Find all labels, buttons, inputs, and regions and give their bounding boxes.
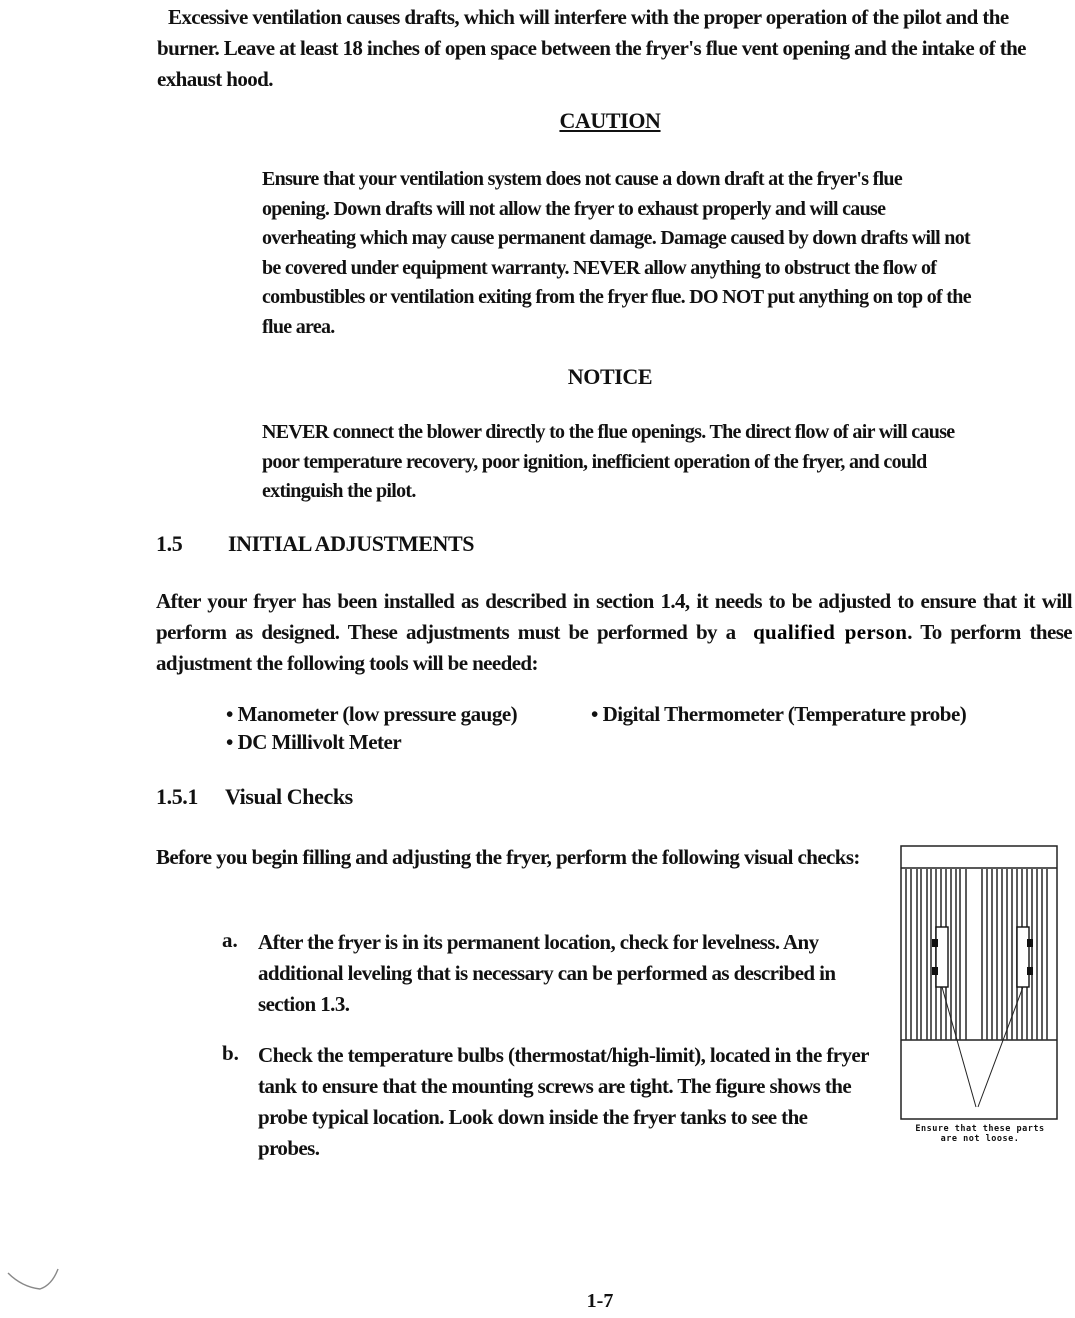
notice-heading: NOTICE [567, 364, 653, 389]
tool-item-millivolt-meter: • DC Millivolt Meter [226, 730, 402, 754]
section-body [156, 586, 1072, 679]
figure-caption [880, 1124, 1075, 1144]
figure-caption-line-2: are not loose. [940, 1134, 1020, 1144]
tool-item-thermometer: • Digital Thermometer (Temperature probe) [591, 702, 967, 726]
tool-item-manometer: • Manometer (low pressure gauge) [226, 702, 518, 726]
item-a-letter: a. [222, 928, 238, 952]
figure-caption-line-1: Ensure that these parts [915, 1124, 1045, 1134]
item-b-letter: b. [222, 1041, 239, 1065]
section-body-start: After your fryer has been installed as described in section 1.4, it needs to be adjusted to ensure that it will perform as designed. These adjustments must be performed by a [156, 589, 1072, 644]
section-body-end: . To perform these adjustment the following tools will be needed: [156, 620, 1072, 675]
qualified-person-emphasis: qualified person [753, 620, 908, 644]
subsection-intro: Before you begin filling and adjusting the fryer, perform the following visual checks: [156, 845, 860, 869]
item-a-text: After the fryer is in its permanent location, check for levelness. Any additional leveling that is necessary can be performed as described in section 1.3. [258, 930, 836, 1016]
subsection-number: 1.5.1 [156, 784, 199, 809]
item-b-text: Check the temperature bulbs (thermostat/high-limit), located in the fryer tank to ensure that the mounting screws are tight. The figure shows the probe typical location. Look down inside the fryer tanks to see the probes. [258, 1043, 869, 1160]
scan-mark [0, 1255, 70, 1305]
section-number: 1.5 [156, 531, 183, 556]
caution-heading: CAUTION [559, 108, 661, 133]
section-title: INITIAL ADJUSTMENTS [228, 531, 475, 556]
intro-paragraph: Excessive ventilation causes drafts, which will interfere with the proper operation of the pilot and the burner. Leave at least 18 inches of open space between the fryer's flue vent opening and the intake of the exhaust hood. [157, 5, 1026, 91]
subsection-title: Visual Checks [225, 784, 353, 809]
notice-body: NEVER connect the blower directly to the flue openings. The direct flow of air will cause poor temperature recovery, poor ignition, inefficient operation of the fryer, and could extinguish the pilot. [262, 421, 955, 502]
page-number: 1-7 [586, 1290, 614, 1312]
caution-body: Ensure that your ventilation system does not cause a down draft at the fryer's flue opening. Down drafts will not allow the fryer to exhaust properly and will cause overheating which may cause permanent damage. Damage caused by down drafts will not be covered under equipment warranty. NEVER allow anything to obstruct the flow of combustibles or ventilation exiting from the fryer flue. DO NOT put anything on top of the flue area. [262, 168, 971, 338]
probe-location-figure [900, 845, 1058, 1120]
